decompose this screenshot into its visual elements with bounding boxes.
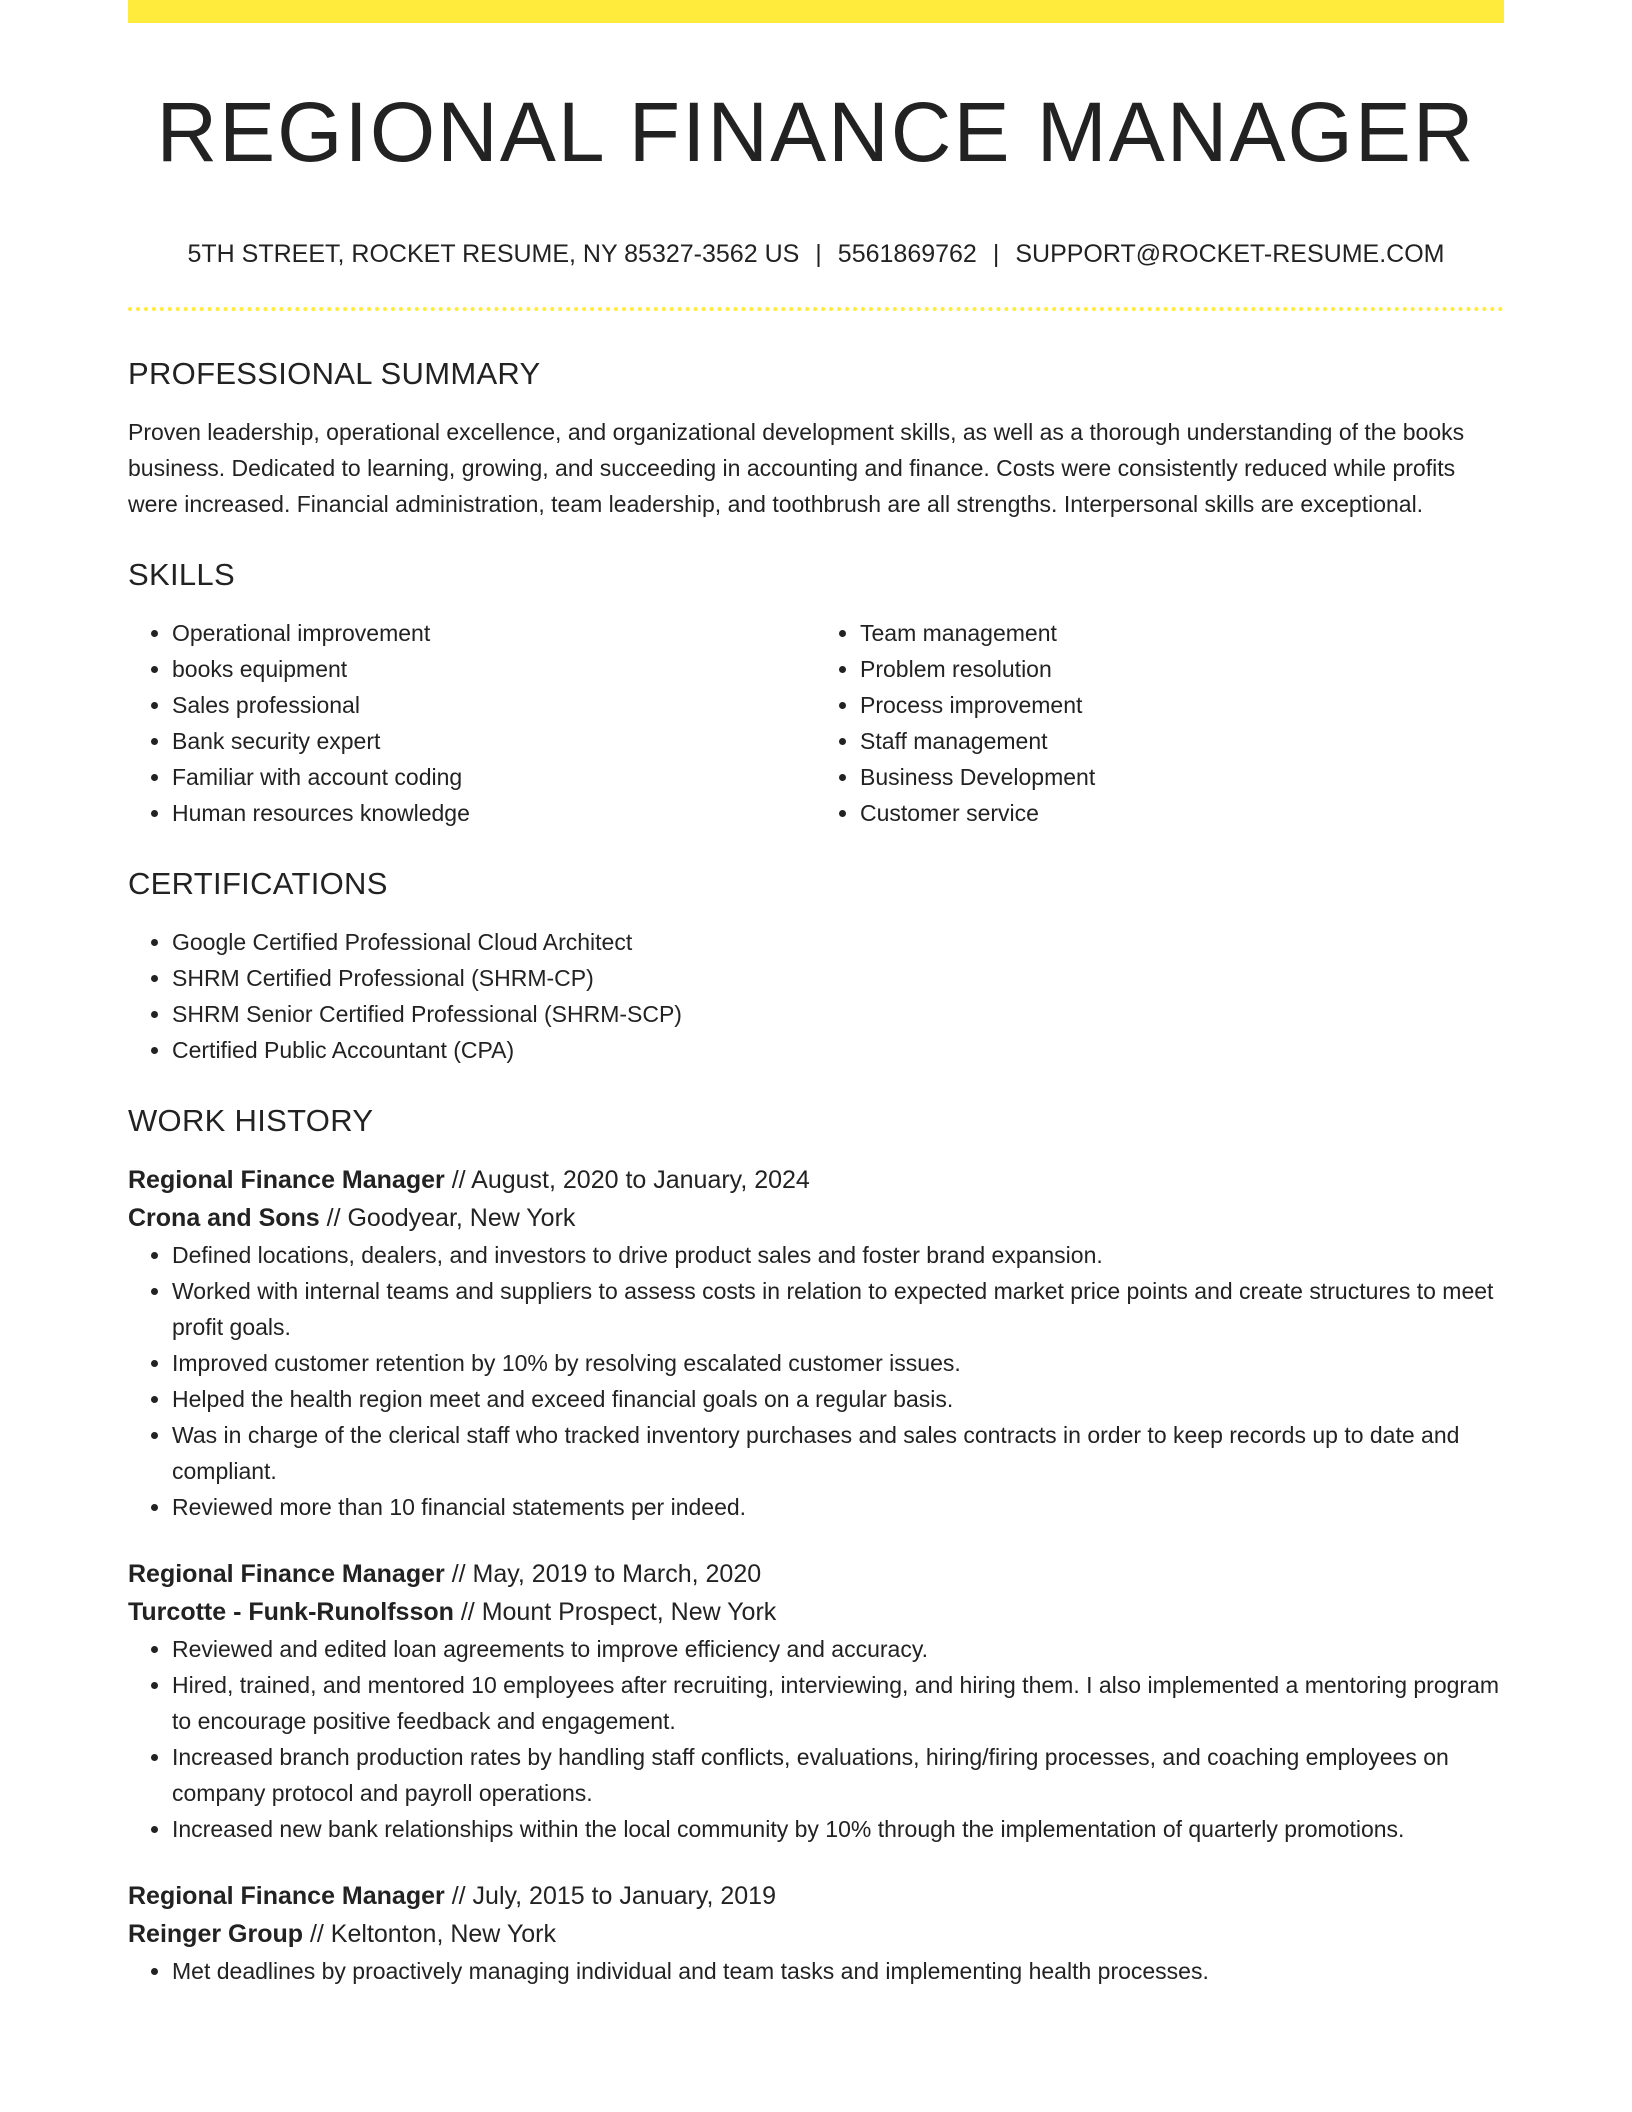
contact-line <box>128 236 1504 272</box>
certification-item: • Certified Public Accountant (CPA) <box>172 1032 1504 1068</box>
job-bullets <box>128 1631 1504 1847</box>
job-title-line <box>128 1555 1504 1593</box>
job-company-line <box>128 1593 1504 1631</box>
skill-item: • Familiar with account coding <box>172 759 816 795</box>
job-bullet: • Hired, trained, and mentored 10 employees after recruiting, interviewing, and hiring them. I also implemented a mentoring program to encourage positive feedback and engagement. <box>172 1667 1504 1739</box>
job-title-line <box>128 1877 1504 1915</box>
skill-item: • Operational improvement <box>172 615 816 651</box>
job-company: Reinger Group <box>128 1920 304 1948</box>
certification-item: • SHRM Senior Certified Professional (SHRM-SCP) <box>172 996 1504 1032</box>
job-dates: // July, 2015 to January, 2019 <box>451 1882 776 1910</box>
job-entry <box>128 1161 1504 1525</box>
job-bullet: • Helped the health region meet and exceed financial goals on a regular basis. <box>172 1381 1504 1417</box>
summary-text: Proven leadership, operational excellence, and organizational development skills, as well as a thorough understanding of the books business. Dedicated to learning, growing, and succeeding in accounting and finance. Costs were consistently reduced while profits were increased. Financial administration, team leadership, and toothbrush are all strengths. Interpersonal skills are exceptional. <box>128 419 1465 517</box>
job-company-line <box>128 1915 1504 1953</box>
certification-item: • Google Certified Professional Cloud Architect <box>172 924 1504 960</box>
job-bullet: • Met deadlines by proactively managing individual and team tasks and implementing health processes. <box>172 1953 1504 1989</box>
skills-columns <box>128 615 1504 831</box>
job-title-line <box>128 1161 1504 1199</box>
job-bullet: • Defined locations, dealers, and investors to drive product sales and foster brand expansion. <box>172 1237 1504 1273</box>
skill-item: • Staff management <box>860 723 1504 759</box>
skill-item: • Problem resolution <box>860 651 1504 687</box>
top-accent-bar <box>128 0 1504 23</box>
contact-separator: | <box>815 240 822 268</box>
skill-item: • books equipment <box>172 651 816 687</box>
page-title: REGIONAL FINANCE MANAGER <box>156 85 1476 179</box>
job-bullet: • Increased new bank relationships within the local community by 10% through the implementation of quarterly promotions. <box>172 1811 1504 1847</box>
skill-item: • Human resources knowledge <box>172 795 816 831</box>
job-location: // Mount Prospect, New York <box>460 1598 777 1626</box>
job-entry <box>128 1555 1504 1847</box>
skill-item: • Team management <box>860 615 1504 651</box>
certifications-heading: CERTIFICATIONS <box>128 866 388 901</box>
job-dates: // May, 2019 to March, 2020 <box>451 1560 762 1588</box>
job-bullet: • Increased branch production rates by handling staff conflicts, evaluations, hiring/firing processes, and coaching employees on company protocol and payroll operations. <box>172 1739 1504 1811</box>
certifications-list <box>128 924 1504 1068</box>
contact-email: SUPPORT@ROCKET-RESUME.COM <box>1015 240 1445 268</box>
job-location: // Goodyear, New York <box>326 1204 576 1232</box>
job-dates: // August, 2020 to January, 2024 <box>451 1166 810 1194</box>
job-bullets <box>128 1237 1504 1525</box>
contact-separator: | <box>992 240 1000 268</box>
skill-item: • Customer service <box>860 795 1504 831</box>
skill-item: • Business Development <box>860 759 1504 795</box>
resume-content <box>128 354 1504 1989</box>
skills-heading: SKILLS <box>128 557 235 592</box>
job-bullets <box>128 1953 1504 1989</box>
job-title: Regional Finance Manager <box>128 1560 445 1588</box>
work-history-section <box>128 1101 1504 1989</box>
work-history-heading: WORK HISTORY <box>128 1103 374 1138</box>
job-company-line <box>128 1199 1504 1237</box>
skill-item: • Bank security expert <box>172 723 816 759</box>
job-bullet: • Reviewed and edited loan agreements to improve efficiency and accuracy. <box>172 1631 1504 1667</box>
skill-item: • Process improvement <box>860 687 1504 723</box>
header-divider <box>128 307 1504 311</box>
job-bullet: • Reviewed more than 10 financial statements per indeed. <box>172 1489 1504 1525</box>
job-entry <box>128 1877 1504 1989</box>
summary-section <box>128 354 1504 522</box>
contact-address: 5TH STREET, ROCKET RESUME, NY 85327-3562 US <box>187 240 800 268</box>
certifications-section <box>128 864 1504 1068</box>
contact-phone: 5561869762 <box>837 240 977 268</box>
certification-item: • SHRM Certified Professional (SHRM-CP) <box>172 960 1504 996</box>
summary-heading: PROFESSIONAL SUMMARY <box>128 356 541 391</box>
job-company: Crona and Sons <box>128 1204 320 1232</box>
job-bullet: • Improved customer retention by 10% by resolving escalated customer issues. <box>172 1345 1504 1381</box>
job-bullet: • Worked with internal teams and suppliers to assess costs in relation to expected market price points and create structures to meet profit goals. <box>172 1273 1504 1345</box>
job-title: Regional Finance Manager <box>128 1166 445 1194</box>
skills-list-left <box>128 615 816 831</box>
job-bullet: • Was in charge of the clerical staff who tracked inventory purchases and sales contracts in order to keep records up to date and compliant. <box>172 1417 1504 1489</box>
job-title: Regional Finance Manager <box>128 1882 445 1910</box>
job-company: Turcotte - Funk-Runolfsson <box>128 1598 454 1626</box>
skill-item: • Sales professional <box>172 687 816 723</box>
skills-list-right <box>816 615 1504 831</box>
job-location: // Keltonton, New York <box>309 1920 556 1948</box>
skills-section <box>128 555 1504 831</box>
